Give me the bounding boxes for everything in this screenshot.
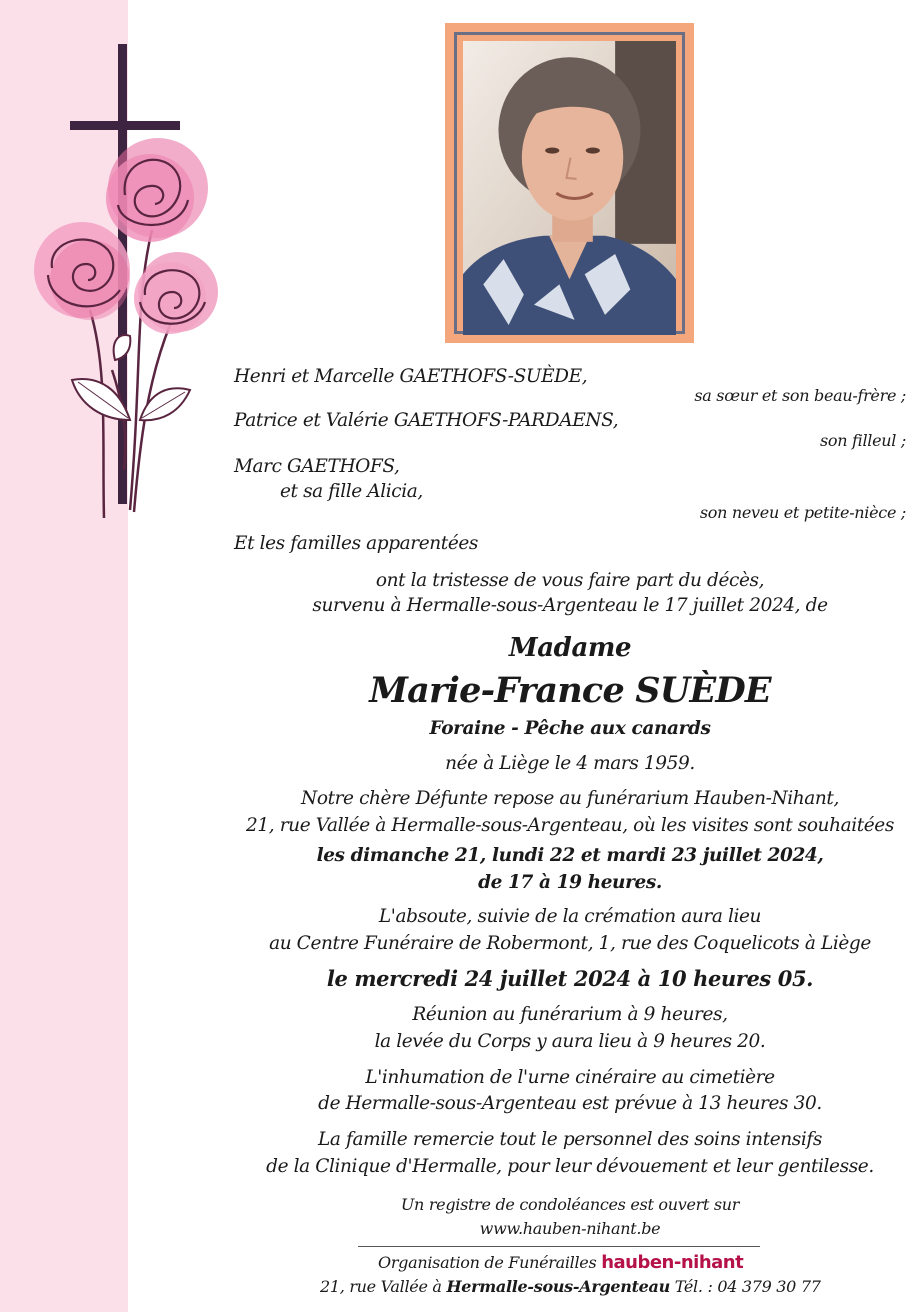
announcement-line-2: survenu à Hermalle-sous-Argenteau le 17 juillet 2024, de — [312, 595, 828, 616]
registry-line: Un registre de condoléances est ouvert sur — [400, 1195, 740, 1214]
footer-org-line — [378, 1252, 743, 1274]
announcement-line-1: ont la tristesse de vous faire part du décès, — [375, 570, 765, 591]
portrait-photo — [463, 41, 676, 335]
brand-logo: hauben-nihant — [601, 1252, 744, 1273]
ceremony-line-2: au Centre Funéraire de Robermont, 1, rue des Coquelicots à Liège — [269, 933, 871, 954]
portrait-frame — [445, 23, 694, 343]
meeting-line-2: la levée du Corps y aura lieu à 9 heures 20. — [374, 1031, 766, 1052]
family-line-3b: et sa fille Alicia, — [280, 481, 423, 502]
registry-url[interactable]: www.hauben-nihant.be — [479, 1219, 661, 1238]
ceremony-line-3: le mercredi 24 juillet 2024 à 10 heures 05. — [326, 966, 814, 991]
meeting-line-1: Réunion au funérarium à 9 heures, — [412, 1004, 728, 1025]
family-relation-1: sa sœur et son beau-frère ; — [694, 386, 906, 405]
burial-line-2: de Hermalle-sous-Argenteau est prévue à 13 heures 30. — [318, 1093, 822, 1114]
family-relation-3: son neveu et petite-nièce ; — [699, 503, 906, 522]
visits-line-1: Notre chère Défunte repose au funérarium Hauben-Nihant, — [301, 788, 839, 809]
visits-line-2: 21, rue Vallée à Hermalle-sous-Argenteau, où les visites sont souhaitées — [246, 815, 894, 836]
visits-line-4: de 17 à 19 heures. — [478, 872, 662, 893]
family-line-1: Henri et Marcelle GAETHOFS-SUÈDE, — [234, 366, 588, 387]
footer-address-town: Hermalle-sous-Argenteau — [446, 1277, 670, 1296]
visits-line-3: les dimanche 21, lundi 22 et mardi 23 juillet 2024, — [316, 845, 824, 866]
family-line-2: Patrice et Valérie GAETHOFS-PARDAENS, — [234, 410, 619, 431]
ceremony-line-1: L'absoute, suivie de la crémation aura lieu — [378, 906, 762, 927]
burial-line-1: L'inhumation de l'urne cinéraire au cimetière — [365, 1067, 775, 1088]
footer-org: Organisation de Funérailles — [378, 1253, 597, 1272]
footer-divider — [358, 1246, 760, 1247]
deceased-born: née à Liège le 4 mars 1959. — [445, 753, 695, 774]
thanks-line-2: de la Clinique d'Hermalle, pour leur dévouement et leur gentilesse. — [266, 1156, 874, 1177]
family-relation-2: son filleul ; — [820, 431, 906, 450]
footer-phone: Tél. : 04 379 30 77 — [674, 1277, 821, 1296]
footer-address-pre: 21, rue Vallée à — [320, 1277, 442, 1296]
rose-icon — [34, 222, 130, 320]
cross-and-roses-decoration — [30, 40, 220, 525]
footer-address-line — [320, 1276, 821, 1298]
deceased-title: Madame — [508, 633, 632, 663]
deceased-occupation: Foraine - Pêche aux canards — [429, 718, 711, 739]
deceased-name: Marie-France SUÈDE — [369, 670, 771, 711]
thanks-line-1: La famille remercie tout le personnel des soins intensifs — [318, 1129, 822, 1150]
family-line-3a: Marc GAETHOFS, — [234, 456, 400, 477]
family-line-4: Et les familles apparentées — [234, 533, 479, 554]
